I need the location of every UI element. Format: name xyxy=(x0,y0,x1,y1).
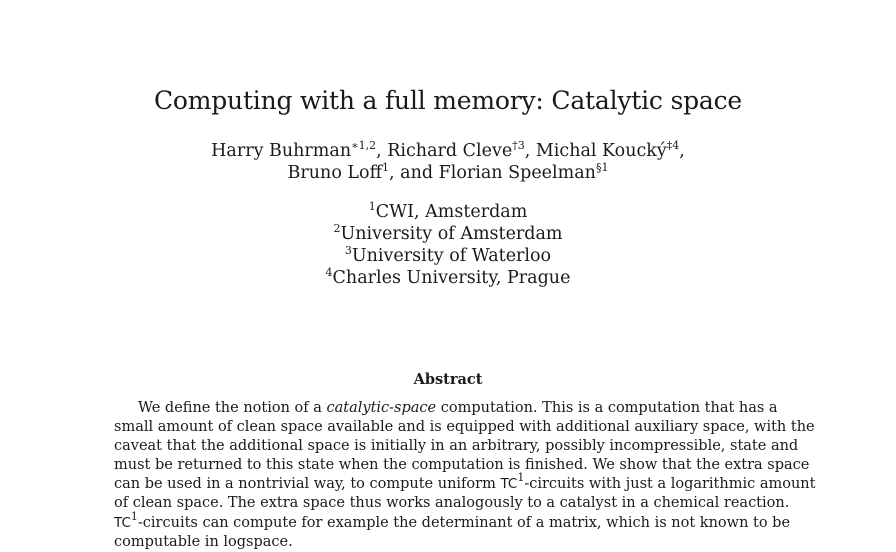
affiliation xyxy=(0,245,896,267)
affiliation-text: University of Waterloo xyxy=(351,246,552,266)
author-separator: , xyxy=(376,141,388,161)
abstract-heading: Abstract xyxy=(413,371,483,388)
author-name: Michal Koucký xyxy=(535,141,667,161)
affiliation xyxy=(0,223,896,245)
abstract-emphasis: catalytic-space xyxy=(326,400,437,416)
author-separator: , xyxy=(524,141,536,161)
abstract-line: must be returned to this state when the computation is finished. We show that the extra space xyxy=(114,457,810,474)
author-name: Harry Buhrman xyxy=(211,141,352,161)
complexity-class: TC xyxy=(500,476,518,493)
abstract-line xyxy=(114,399,778,418)
affiliation-number: 2 xyxy=(333,222,341,235)
abstract-line: computable in logspace. xyxy=(114,533,293,550)
affiliation-text: Charles University, Prague xyxy=(332,268,571,288)
complexity-class: TC xyxy=(114,514,131,531)
affiliation xyxy=(0,267,896,289)
author-name: Bruno Loff xyxy=(287,163,383,183)
abstract-body xyxy=(114,399,816,552)
author-name: Richard Cleve xyxy=(387,141,513,161)
author-marks: 1 xyxy=(382,161,390,174)
author-list xyxy=(0,140,896,184)
abstract-line: of clean space. The extra space thus works analogously to a catalyst in a chemical reaction. xyxy=(114,495,790,512)
affiliation-number: 4 xyxy=(325,266,333,279)
author-marks: §1 xyxy=(595,161,609,174)
author-line-2 xyxy=(0,162,896,184)
affiliation-number: 3 xyxy=(344,244,352,257)
abstract-text: We define the notion of a xyxy=(138,400,327,416)
abstract-text: computation. This is a computation that has a xyxy=(436,400,778,416)
author-line-1 xyxy=(0,140,896,162)
author-separator: , xyxy=(679,141,685,161)
affiliation-number: 1 xyxy=(368,200,376,213)
paper-title: Computing with a full memory: Catalytic space xyxy=(153,86,743,115)
affiliation-text: CWI, Amsterdam xyxy=(375,202,528,222)
complexity-class-sup: 1 xyxy=(130,509,138,523)
affiliation xyxy=(0,201,896,223)
abstract-text: -circuits can compute for example the determinant of a matrix, which is not known to be xyxy=(137,514,791,531)
abstract-line xyxy=(114,509,791,533)
author-marks: ∗1,2 xyxy=(351,139,377,152)
author-name: Florian Speelman xyxy=(438,163,596,183)
author-marks: †3 xyxy=(512,139,525,152)
abstract-line xyxy=(114,471,816,494)
complexity-class-sup: 1 xyxy=(517,471,525,485)
affiliation-list xyxy=(0,201,896,289)
abstract-text: can be used in a nontrivial way, to compute uniform xyxy=(114,476,501,493)
abstract-text: -circuits with just a logarithmic amount xyxy=(524,476,816,493)
affiliation-text: University of Amsterdam xyxy=(340,224,563,244)
abstract-line: small amount of clean space available and is equipped with additional auxiliary space, with the xyxy=(114,419,815,436)
author-marks: ‡4 xyxy=(666,139,680,152)
author-separator: , and xyxy=(389,163,439,183)
abstract-line: caveat that the additional space is initially in an arbitrary, possibly incompressible, state and xyxy=(114,438,799,455)
